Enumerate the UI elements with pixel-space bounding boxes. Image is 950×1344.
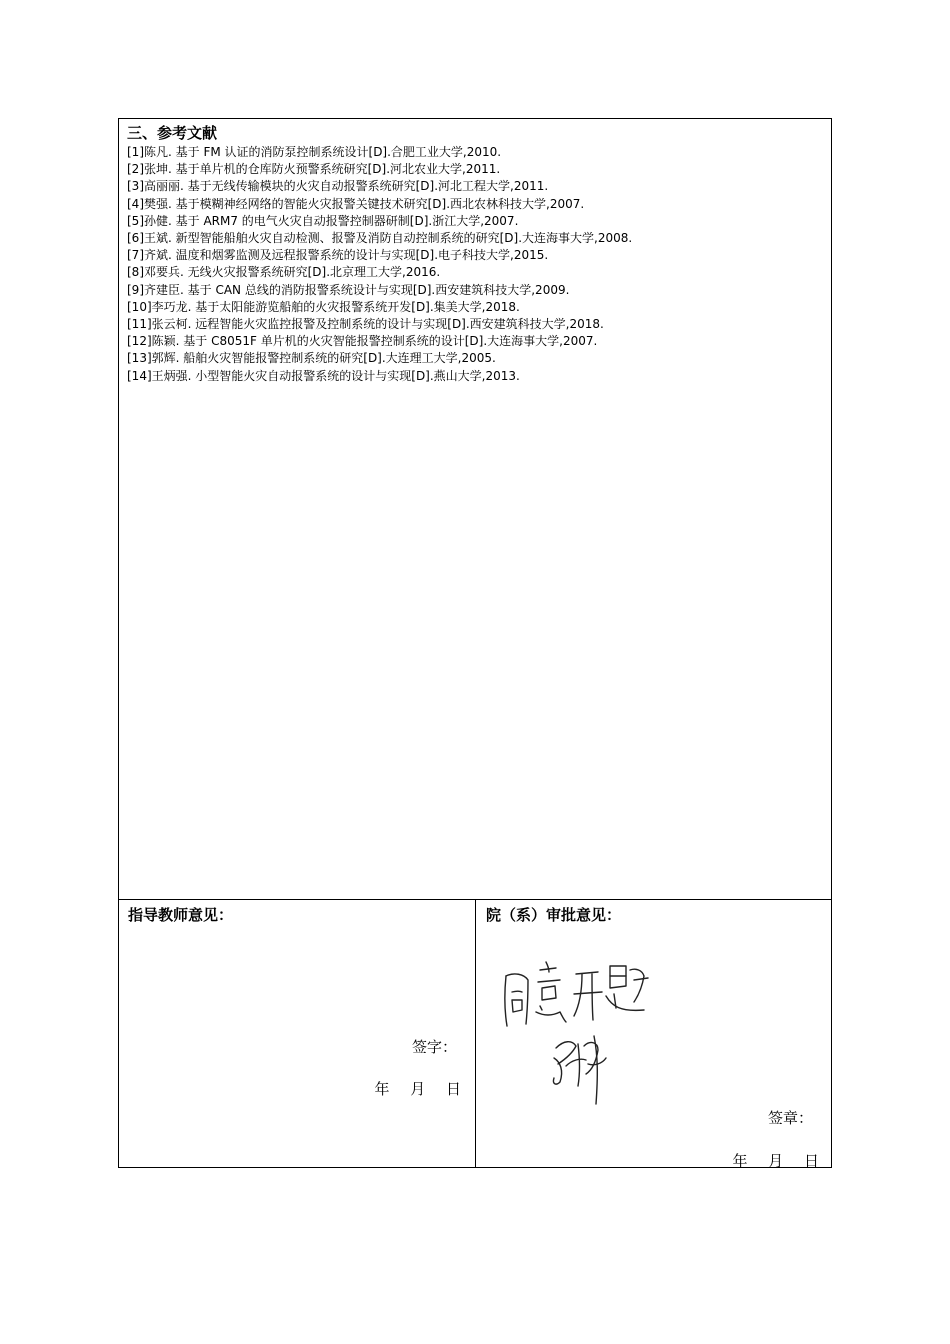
department-date-label: 年 月 日 bbox=[732, 1152, 827, 1170]
approval-row bbox=[119, 900, 831, 1170]
reference-item: [1]陈凡. 基于 FM 认证的消防泵控制系统设计[D].合肥工业大学,2010. bbox=[127, 145, 502, 159]
reference-item: [8]邓要兵. 无线火灾报警系统研究[D].北京理工大学,2016. bbox=[127, 265, 441, 280]
advisor-opinion-title: 指导教师意见： bbox=[128, 906, 234, 924]
references-heading: 三、参考文献 bbox=[127, 124, 218, 142]
department-seal-label: 签章： bbox=[767, 1109, 813, 1127]
reference-item: [5]孙健. 基于 ARM7 的电气火灾自动报警控制器研制[D].浙江大学,2007. bbox=[127, 213, 519, 228]
advisor-date-label: 年 月 日 bbox=[374, 1080, 469, 1098]
reference-item: [6]王斌. 新型智能船舶火灾自动检测、报警及消防自动控制系统的研究[D].大连海事大学,2008. bbox=[127, 231, 633, 246]
reference-item: [3]高丽丽. 基于无线传输模块的火灾自动报警系统研究[D].河北工程大学,2011. bbox=[127, 179, 549, 194]
reference-item: [2]张坤. 基于单片机的仓库防火预警系统研究[D].河北农业大学,2011. bbox=[127, 162, 501, 177]
reference-item: [9]齐建臣. 基于 CAN 总线的消防报警系统设计与实现[D].西安建筑科技大学,2009. bbox=[127, 282, 570, 297]
reference-item: [7]齐斌. 温度和烟雾监测及远程报警系统的设计与实现[D].电子科技大学,2015. bbox=[127, 248, 549, 263]
reference-item: [10]李巧龙. 基于太阳能游览船舶的火灾报警系统开发[D].集美大学,2018. bbox=[127, 299, 520, 314]
references-section bbox=[119, 119, 831, 900]
department-approval-cell bbox=[476, 900, 831, 1170]
reference-list bbox=[127, 144, 823, 385]
advisor-opinion-cell bbox=[119, 900, 476, 1167]
advisor-sign-label: 签字： bbox=[411, 1038, 457, 1056]
department-approval-title: 院（系）审批意见： bbox=[486, 906, 622, 924]
reference-item: [14]王炳强. 小型智能火灾自动报警系统的设计与实现[D].燕山大学,2013. bbox=[127, 368, 520, 383]
reference-item: [13]郭辉. 船舶火灾智能报警控制系统的研究[D].大连理工大学,2005. bbox=[127, 351, 496, 366]
reference-item: [11]张云柯. 远程智能火灾监控报警及控制系统的设计与实现[D].西安建筑科技大学,2018. bbox=[127, 317, 604, 332]
reference-item: [12]陈颖. 基于 C8051F 单片机的火灾智能报警控制系统的设计[D].大连海事大学,2007. bbox=[127, 334, 598, 349]
handwritten-signature bbox=[494, 936, 674, 1112]
form-table bbox=[118, 118, 832, 1168]
reference-item: [4]樊强. 基于模糊神经网络的智能火灾报警关键技术研究[D].西北农林科技大学,2007. bbox=[127, 196, 585, 211]
